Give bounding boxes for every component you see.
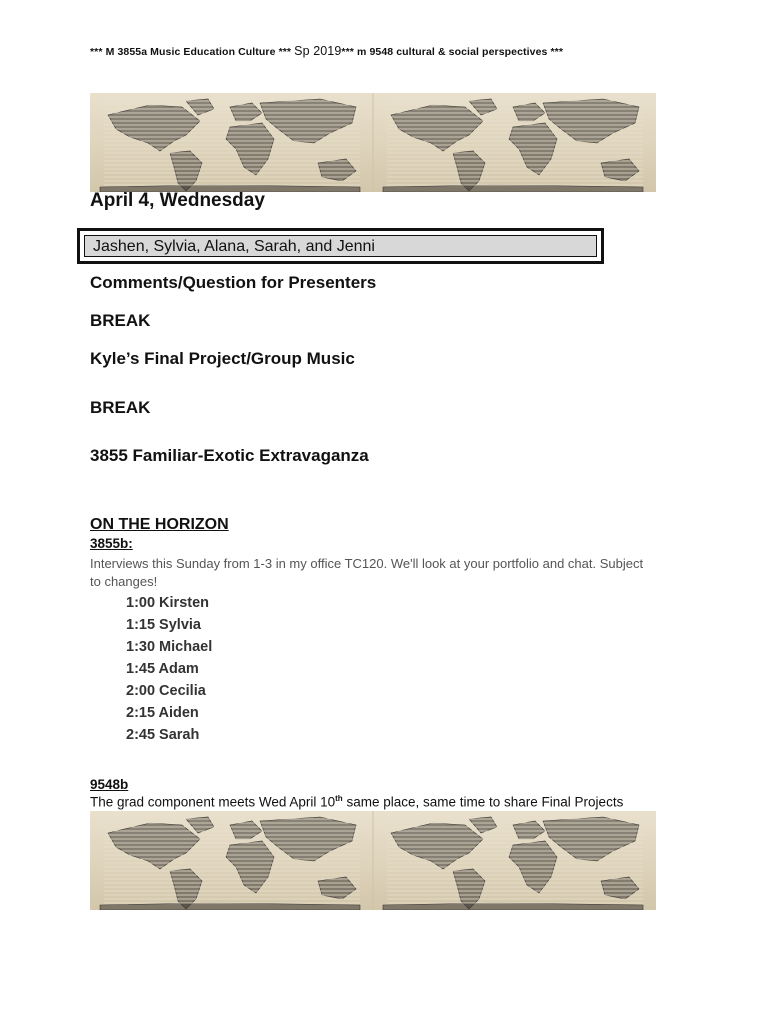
course-header-part3: *** m 9548 cultural & social perspectives *** bbox=[341, 46, 564, 58]
schedule-slot: 1:30 Michael bbox=[126, 639, 213, 655]
continent-shape bbox=[230, 103, 262, 121]
course-header bbox=[90, 44, 563, 58]
grad-note-after: same place, same time to share Final Projects bbox=[342, 794, 624, 810]
horizon-heading: ON THE HORIZON bbox=[90, 516, 229, 533]
continent-shape bbox=[383, 185, 643, 192]
continent-shape bbox=[469, 99, 497, 115]
schedule-slot: 1:15 Sylvia bbox=[126, 617, 201, 633]
agenda-item-extravaganza: 3855 Familiar-Exotic Extravaganza bbox=[90, 446, 369, 465]
world-map bbox=[100, 817, 360, 910]
agenda-item-break-1: BREAK bbox=[90, 311, 151, 330]
schedule-slot: 2:00 Cecilia bbox=[126, 683, 206, 699]
session-date: April 4, Wednesday bbox=[90, 190, 265, 211]
continent-shape bbox=[469, 817, 497, 833]
continent-shape bbox=[108, 823, 200, 869]
continent-shape bbox=[186, 817, 214, 833]
section-3855b-label: 3855b: bbox=[90, 536, 133, 551]
section-9548b-note bbox=[90, 794, 623, 810]
continent-shape bbox=[391, 823, 483, 869]
schedule-slot: 1:45 Adam bbox=[126, 661, 199, 677]
continent-shape bbox=[100, 903, 360, 910]
continent-shape bbox=[513, 821, 545, 839]
continent-shape bbox=[318, 159, 356, 181]
continent-shape bbox=[230, 821, 262, 839]
world-map-banner-top bbox=[90, 93, 656, 192]
continent-shape bbox=[601, 877, 639, 899]
continent-shape bbox=[383, 903, 643, 910]
continent-shape bbox=[391, 105, 483, 151]
presenters-box bbox=[77, 228, 604, 264]
grad-note-before: The grad component meets Wed April 10 bbox=[90, 794, 336, 810]
continent-shape bbox=[513, 103, 545, 121]
continent-shape bbox=[318, 877, 356, 899]
world-map bbox=[383, 817, 643, 910]
grad-note-sup: th bbox=[335, 794, 343, 803]
course-header-term: Sp 2019 bbox=[294, 44, 342, 58]
section-9548b-label: 9548b bbox=[90, 777, 129, 792]
agenda-item-comments: Comments/Question for Presenters bbox=[90, 273, 377, 292]
schedule-slot: 2:45 Sarah bbox=[126, 727, 200, 743]
schedule-slot: 2:15 Aiden bbox=[126, 705, 199, 721]
continent-shape bbox=[108, 105, 200, 151]
world-map bbox=[383, 99, 643, 192]
world-map-banner-bottom bbox=[90, 811, 656, 910]
section-3855b-note: Interviews this Sunday from 1-3 in my office TC120. We'll look at your portfolio and chat. Subject to changes! bbox=[90, 556, 644, 589]
schedule-slot: 1:00 Kirsten bbox=[126, 595, 210, 611]
world-map bbox=[100, 99, 360, 192]
agenda-item-final-project: Kyle’s Final Project/Group Music bbox=[90, 349, 355, 368]
course-header-part1: *** M 3855a Music Education Culture *** bbox=[90, 46, 295, 58]
continent-shape bbox=[601, 159, 639, 181]
continent-shape bbox=[186, 99, 214, 115]
presenters-names: Jashen, Sylvia, Alana, Sarah, and Jenni bbox=[84, 235, 597, 257]
agenda-item-break-2: BREAK bbox=[90, 398, 151, 417]
